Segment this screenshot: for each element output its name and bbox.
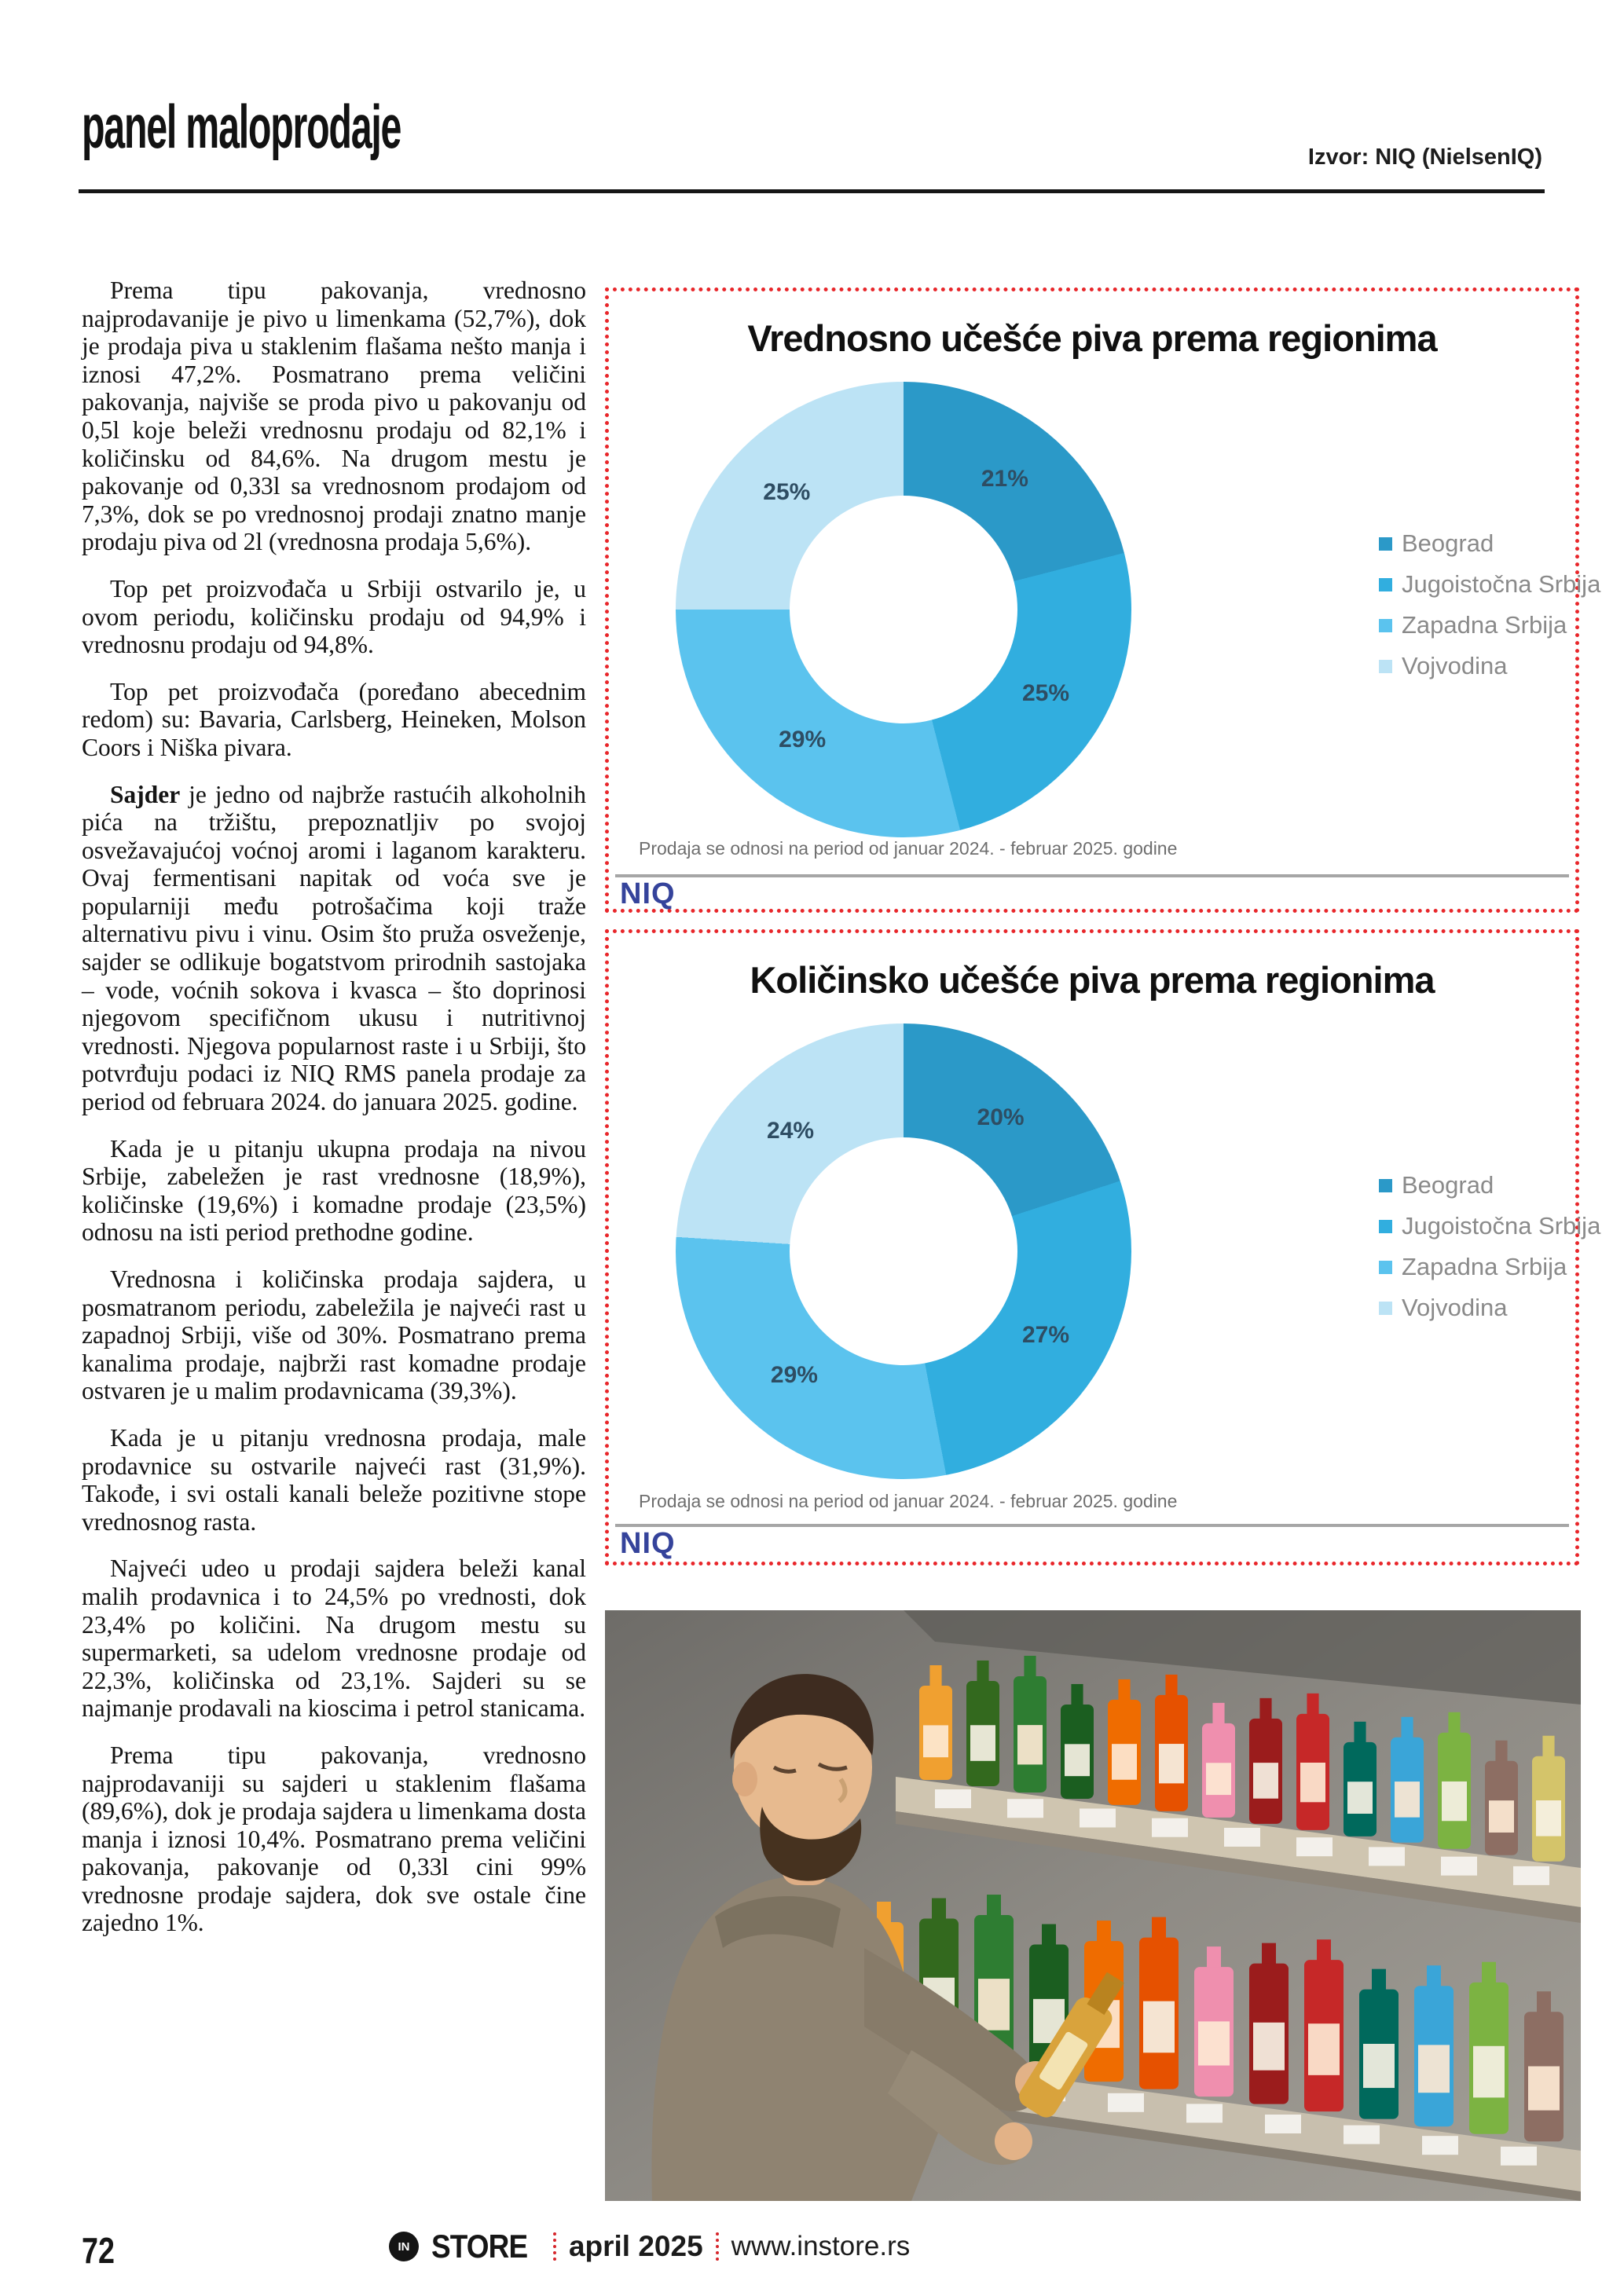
chart-divider	[615, 1524, 1569, 1527]
legend-label: Vojvodina	[1402, 1294, 1508, 1321]
legend-swatch-icon	[1379, 619, 1392, 632]
paragraph-text: Vrednosna i količinska prodaja sajdera, u posmatranom periodu, zabeležila je najveći rast u zapadnoj Srbiji, više od 30%. Posmatrano prema kanalima prodaje, najbrži rast komadne prodaje ostvaren je u malim prodavnicama (39,3%).	[82, 1265, 586, 1405]
article-paragraph	[82, 1424, 586, 1536]
footer-separator	[553, 2232, 556, 2261]
store-photo	[605, 1610, 1581, 2201]
footer-website: www.instore.rs	[731, 2231, 911, 2261]
paragraph-text: Kada je u pitanju vrednosna prodaja, male prodavnice su ostvarile najveći rast (31,9%). Takođe, i svi ostali kanali beleže pozitivne stope vrednosnog rasta.	[82, 1423, 586, 1536]
article-paragraph	[82, 1135, 586, 1247]
article-paragraph	[82, 575, 586, 659]
page-title: panel maloprodaje	[82, 92, 401, 161]
paragraph-text: Najveći udeo u prodaji sajdera beleži kanal malih prodavnica i to 24,5% po vrednosti, dok 23,4% po količini. Na drugom mestu su supermarketi, sa udelom vrednosne prodaje od 22,3%, količinska od 23,1%. Sajderi su se najmanje prodavali na kioscima i petrol stanicama.	[82, 1554, 586, 1723]
paragraph-text: Top pet proizvođača u Srbiji ostvarilo je, u ovom periodu, količinsku prodaju od 94,9% i vrednosnu prodaju od 94,8%.	[82, 574, 586, 659]
legend-item	[1379, 646, 1600, 687]
donut-slice-label: 25%	[763, 479, 811, 506]
paragraph-lead: Sajder	[110, 780, 181, 808]
store-photo-illustration	[605, 1610, 1581, 2201]
paragraph-text: Prema tipu pakovanja, vrednosno najprodavaniji su sajderi u staklenim flašama (89,6%), dok je prodaja sajdera u limenkama dosta manja i iznosi 10,4%. Posmatrano prema veličini pakovanja, pakovanje od 0,33l cini 99% vrednosne prodaje sajdera, dok sve ostale čine zajedno 1%.	[82, 1741, 586, 1937]
header-divider	[79, 189, 1545, 193]
chart-title: Količinsko učešće piva prema regionima	[750, 959, 1435, 1001]
paragraph-text: Kada je u pitanju ukupna prodaja na nivou Srbije, zabeležen je rast vrednosne (18,9%), količinske (19,6%) i komadne prodaje (23,5%) odnosu na isti period prethodne godine.	[82, 1134, 586, 1247]
donut-slice-label: 21%	[981, 465, 1028, 492]
legend-label: Zapadna Srbija	[1402, 1253, 1567, 1280]
legend-item	[1379, 1165, 1600, 1206]
footer-issue: april 2025	[568, 2230, 703, 2262]
donut-hole	[790, 1137, 1017, 1365]
footer	[389, 2226, 910, 2267]
legend-swatch-icon	[1379, 537, 1392, 551]
legend-label: Jugoistočna Srbija	[1402, 1212, 1601, 1240]
legend-item	[1379, 1206, 1600, 1247]
article-paragraph	[82, 1554, 586, 1723]
niq-logo: NIQ	[620, 1527, 676, 1560]
article-paragraph	[82, 276, 586, 556]
article-paragraph	[82, 1741, 586, 1937]
legend-item	[1379, 564, 1600, 605]
chart-title: Vrednosno učešće piva prema regionima	[747, 317, 1437, 359]
chart-caption: Prodaja se odnosi na period od januar 2024. - februar 2025. godine	[639, 838, 1178, 859]
chart-legend	[1379, 523, 1600, 687]
chart-panel-volume-share	[605, 929, 1601, 1565]
donut-chart-volume-share	[676, 1023, 1131, 1479]
footer-separator	[716, 2232, 719, 2261]
donut-slice-label: 27%	[1021, 1322, 1069, 1349]
paragraph-text: Top pet proizvođača (poređano abecednim redom) su: Bavaria, Carlsberg, Heineken, Molson Coors i Niška pivara.	[82, 677, 586, 761]
instore-logo-icon: IN	[389, 2232, 419, 2261]
legend-item	[1379, 1247, 1600, 1287]
legend-label: Beograd	[1402, 1171, 1494, 1199]
legend-label: Beograd	[1402, 529, 1494, 557]
chart-legend	[1379, 1165, 1600, 1328]
legend-swatch-icon	[1379, 660, 1392, 673]
donut-slice-label: 25%	[1021, 680, 1069, 707]
article-paragraph	[82, 1265, 586, 1405]
legend-item	[1379, 523, 1600, 564]
chart-panel-value-share	[605, 287, 1601, 913]
donut-slice-label: 29%	[770, 1361, 818, 1388]
donut-slice-label: 20%	[977, 1104, 1025, 1130]
legend-swatch-icon	[1379, 1302, 1392, 1315]
article-paragraph	[82, 781, 586, 1116]
legend-label: Vojvodina	[1402, 652, 1508, 679]
paragraph-text: je jedno od najbrže rastućih alkoholnih pića na tržištu, prepoznatljiv po svojoj osvežavajućoj voćnoj aromi i laganom karakteru. Ovaj fermentisani napitak od voća sve je popularniji među potrošačima koji traže alternativu pivu i vinu. Osim što pruža osveženje, sajder se odlikuje bogatstvom prirodnih sastojaka – vode, voćnih sokova i kvasca – što doprinosi njegovom specifičnom ukusu i nutritivnoj vrednosti. Njegova popularnost raste i u Srbiji, što potvrđuju podaci iz NIQ RMS panela prodaje za period od februara 2024. do januara 2025. godine.	[82, 780, 586, 1116]
legend-swatch-icon	[1379, 1220, 1392, 1233]
legend-swatch-icon	[1379, 1179, 1392, 1192]
source-credit: Izvor: NIQ (NielsenIQ)	[1307, 145, 1542, 170]
legend-item	[1379, 1287, 1600, 1328]
article-column	[82, 276, 586, 1956]
legend-swatch-icon	[1379, 578, 1392, 591]
article-paragraph	[82, 678, 586, 762]
page-number: 72	[82, 2230, 115, 2271]
footer-brand: STORE	[431, 2228, 528, 2265]
legend-label: Jugoistočna Srbija	[1402, 570, 1601, 598]
donut-hole	[790, 496, 1017, 723]
chart-caption: Prodaja se odnosi na period od januar 2024. - februar 2025. godine	[639, 1491, 1178, 1511]
legend-label: Zapadna Srbija	[1402, 611, 1567, 639]
chart-divider	[615, 874, 1569, 877]
donut-chart-value-share	[676, 382, 1131, 837]
legend-swatch-icon	[1379, 1261, 1392, 1274]
niq-logo: NIQ	[620, 877, 676, 910]
paragraph-text: Prema tipu pakovanja, vrednosno najprodavanije je pivo u limenkama (52,7%), dok je prodaja piva u staklenim flašama nešto manja i iznosi 47,2%. Posmatrano prema veličini pakovanja, najviše se proda pivo u pakovanju od 0,5l koje beleži vrednosnu prodaju od 82,1% i količinsku od 84,6%. Na drugom mestu je pakovanje od 0,33l sa vrednosnom prodajom od 7,3%, dok se po vrednosnoj prodaji znatno manje prodaju piva od 2l (vrednosna prodaja 5,6%).	[82, 276, 586, 556]
donut-slice-label: 24%	[767, 1117, 815, 1144]
donut-slice-label: 29%	[779, 727, 827, 753]
legend-item	[1379, 605, 1600, 646]
